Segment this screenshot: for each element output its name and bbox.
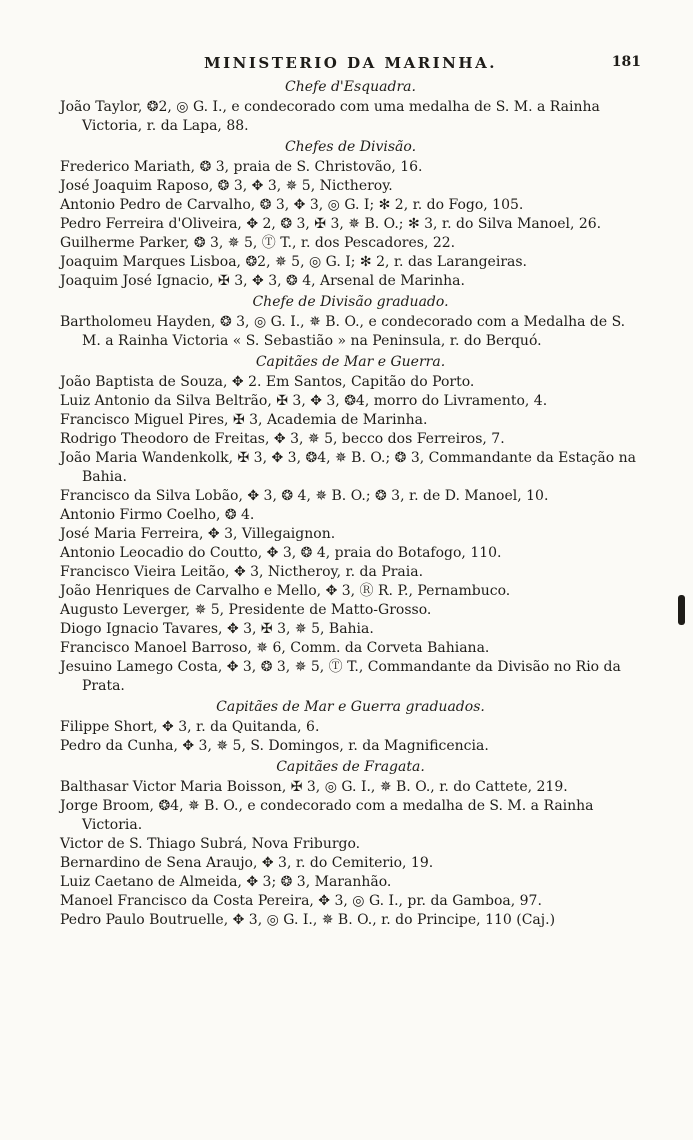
directory-entry: Manoel Francisco da Costa Pereira, ✥ 3, ◎ G. I., pr. da Gamboa, 97. xyxy=(60,893,542,909)
directory-entry: Francisco Miguel Pires, ✠ 3, Academia de Marinha. xyxy=(60,412,428,428)
directory-entry: Augusto Leverger, ✵ 5, Presidente de Matto-Grosso. xyxy=(60,602,432,618)
directory-entry: Pedro da Cunha, ✥ 3, ✵ 5, S. Domingos, r. da Magnificencia. xyxy=(60,738,489,754)
directory-entry: Bartholomeu Hayden, ❂ 3, ◎ G. I., ✵ B. O., e condecorado com a Medalha de S. M. a Rainha Victoria « S. Sebastião » na Peninsula, r. do Berquó. xyxy=(60,314,626,349)
directory-entry: Antonio Leocadio do Coutto, ✥ 3, ❂ 4, praia do Botafogo, 110. xyxy=(60,545,502,561)
directory-entry: Pedro Ferreira d'Oliveira, ✥ 2, ❂ 3, ✠ 3, ✵ B. O.; ✻ 3, r. do Silva Manoel, 26. xyxy=(60,216,602,232)
directory-entry: Rodrigo Theodoro de Freitas, ✥ 3, ✵ 5, becco dos Ferreiros, 7. xyxy=(60,431,505,447)
section-heading: Chefe de Divisão graduado. xyxy=(252,294,449,310)
section-heading: Capitães de Mar e Guerra graduados. xyxy=(216,699,485,715)
directory-entry: João Henriques de Carvalho e Mello, ✥ 3, Ⓡ R. P., Pernambuco. xyxy=(60,583,511,599)
directory-listing xyxy=(60,78,641,930)
directory-entry: Joaquim Marques Lisboa, ❂2, ✵ 5, ◎ G. I; ✻ 2, r. das Larangeiras. xyxy=(60,254,527,270)
directory-entry: Antonio Pedro de Carvalho, ❂ 3, ✥ 3, ◎ G. I; ✻ 2, r. do Fogo, 105. xyxy=(60,197,524,213)
directory-entry: José Maria Ferreira, ✥ 3, Villegaignon. xyxy=(60,526,336,542)
directory-entry: José Joaquim Raposo, ❂ 3, ✥ 3, ✵ 5, Nictheroy. xyxy=(60,178,393,194)
directory-entry: Francisco Vieira Leitão, ✥ 3, Nictheroy, r. da Praia. xyxy=(60,564,424,580)
margin-ink-mark xyxy=(678,595,685,625)
page-title: MINISTERIO DA MARINHA. xyxy=(204,54,497,72)
directory-entry: João Taylor, ❂2, ◎ G. I., e condecorado com uma medalha de S. M. a Rainha Victoria, r. da Lapa, 88. xyxy=(60,99,600,134)
directory-entry: João Baptista de Souza, ✥ 2. Em Santos, Capitão do Porto. xyxy=(60,374,475,390)
section-heading: Capitães de Mar e Guerra. xyxy=(255,354,446,370)
directory-entry: Joaquim José Ignacio, ✠ 3, ✥ 3, ❂ 4, Arsenal de Marinha. xyxy=(60,273,465,289)
page-number: 181 xyxy=(611,54,641,70)
directory-entry: Francisco da Silva Lobão, ✥ 3, ❂ 4, ✵ B. O.; ❂ 3, r. de D. Manoel, 10. xyxy=(60,488,549,504)
directory-entry: Francisco Manoel Barroso, ✵ 6, Comm. da Corveta Bahiana. xyxy=(60,640,490,656)
directory-entry: Pedro Paulo Boutruelle, ✥ 3, ◎ G. I., ✵ B. O., r. do Principe, 110 (Caj.) xyxy=(60,912,556,928)
directory-entry: Balthasar Victor Maria Boisson, ✠ 3, ◎ G. I., ✵ B. O., r. do Cattete, 219. xyxy=(60,779,568,795)
section-heading: Capitães de Fragata. xyxy=(276,759,425,775)
directory-entry: Antonio Firmo Coelho, ❂ 4. xyxy=(60,507,255,523)
directory-entry: Guilherme Parker, ❂ 3, ✵ 5, Ⓣ T., r. dos Pescadores, 22. xyxy=(60,235,456,251)
directory-entry: Luiz Caetano de Almeida, ✥ 3; ❂ 3, Maranhão. xyxy=(60,874,392,890)
directory-entry: Diogo Ignacio Tavares, ✥ 3, ✠ 3, ✵ 5, Bahia. xyxy=(60,621,374,637)
directory-entry: João Maria Wandenkolk, ✠ 3, ✥ 3, ❂4, ✵ B. O.; ❂ 3, Commandante da Estação na Bahia. xyxy=(60,450,636,485)
directory-entry: Jorge Broom, ❂4, ✵ B. O., e condecorado com a medalha de S. M. a Rainha Victoria. xyxy=(60,798,594,833)
directory-entry: Bernardino de Sena Araujo, ✥ 3, r. do Cemiterio, 19. xyxy=(60,855,434,871)
directory-entry: Luiz Antonio da Silva Beltrão, ✠ 3, ✥ 3, ❂4, morro do Livramento, 4. xyxy=(60,393,548,409)
directory-entry: Filippe Short, ✥ 3, r. da Quitanda, 6. xyxy=(60,719,320,735)
directory-entry: Victor de S. Thiago Subrá, Nova Friburgo. xyxy=(60,836,361,852)
section-heading: Chefe d'Esquadra. xyxy=(285,79,416,95)
running-head xyxy=(60,50,641,72)
section-heading: Chefes de Divisão. xyxy=(284,139,417,155)
directory-entry: Jesuino Lamego Costa, ✥ 3, ❂ 3, ✵ 5, Ⓣ T., Commandante da Divisão no Rio da Prata. xyxy=(60,659,621,694)
directory-entry: Frederico Mariath, ❂ 3, praia de S. Christovão, 16. xyxy=(60,159,423,175)
